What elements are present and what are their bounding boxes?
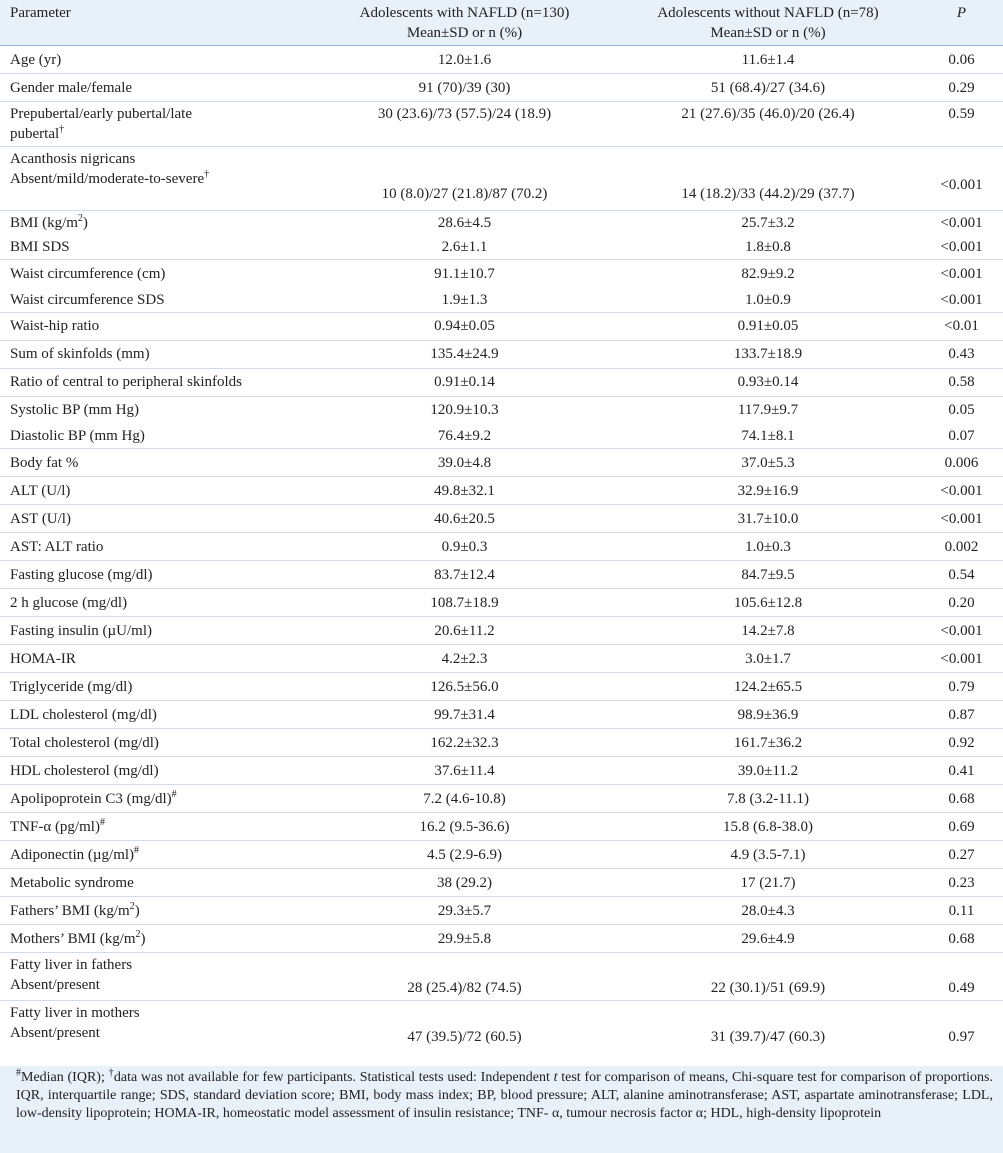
parameter-cell bbox=[0, 953, 311, 1001]
median-mark: # bbox=[134, 844, 140, 856]
parameter-label-line-1: Fatty liver in fathers bbox=[10, 957, 133, 973]
parameter-label: BMI SDS bbox=[10, 239, 70, 255]
value-with-nafld: 10 (8.0)/27 (21.8)/87 (70.2) bbox=[311, 147, 616, 211]
p-value: 0.79 bbox=[918, 673, 1003, 701]
value-with-nafld: 162.2±32.3 bbox=[311, 729, 616, 757]
value-with-nafld: 29.3±5.7 bbox=[311, 897, 616, 925]
parameter-label: Diastolic BP (mm Hg) bbox=[10, 428, 145, 444]
parameter-cell bbox=[0, 757, 311, 785]
table-row bbox=[0, 505, 1003, 533]
parameter-label-suffix: ) bbox=[140, 930, 146, 947]
footnote-t-italic: t bbox=[553, 1070, 558, 1085]
value-with-nafld: 135.4±24.9 bbox=[311, 340, 616, 368]
parameter-cell bbox=[0, 841, 311, 869]
median-mark: # bbox=[171, 788, 177, 800]
parameter-label-line-2: pubertal bbox=[10, 126, 60, 142]
p-value: 0.002 bbox=[918, 533, 1003, 561]
value-with-nafld: 91.1±10.7 bbox=[311, 260, 616, 288]
parameter-cell bbox=[0, 589, 311, 617]
value-without-nafld: 3.0±1.7 bbox=[616, 645, 918, 673]
table-row bbox=[0, 869, 1003, 897]
value-with-nafld: 4.5 (2.9-6.9) bbox=[311, 841, 616, 869]
value-with-nafld: 0.9±0.3 bbox=[311, 533, 616, 561]
footnote-text-2: data was not available for few participants. Statistical tests used: Independent bbox=[113, 1070, 554, 1085]
superscript: 2 bbox=[135, 928, 141, 940]
header-with-nafld-title: Adolescents with NAFLD (n=130) bbox=[359, 4, 570, 21]
parameter-label: Gender male/female bbox=[10, 79, 133, 96]
value-without-nafld: 51 (68.4)/27 (34.6) bbox=[616, 74, 918, 102]
parameter-cell bbox=[0, 785, 311, 813]
p-value: <0.001 bbox=[918, 147, 1003, 211]
table-row bbox=[0, 235, 1003, 260]
parameter-label-suffix: ) bbox=[134, 902, 140, 919]
parameter-cell bbox=[0, 102, 311, 147]
value-with-nafld: 2.6±1.1 bbox=[441, 239, 488, 255]
parameter-label: AST: ALT ratio bbox=[10, 538, 104, 555]
value-with-nafld: 7.2 (4.6-10.8) bbox=[311, 785, 616, 813]
value-without-nafld: 4.9 (3.5-7.1) bbox=[616, 841, 918, 869]
value-without-nafld: 29.6±4.9 bbox=[616, 925, 918, 953]
value-with-nafld: 12.0±1.6 bbox=[311, 46, 616, 74]
parameter-label: HDL cholesterol (mg/dl) bbox=[10, 762, 159, 779]
table-row bbox=[0, 841, 1003, 869]
value-with-nafld: 76.4±9.2 bbox=[437, 428, 492, 444]
p-value: 0.07 bbox=[948, 428, 975, 444]
value-without-nafld: 11.6±1.4 bbox=[616, 46, 918, 74]
parameter-label: Waist circumference (cm) bbox=[10, 265, 166, 282]
parameter-cell bbox=[0, 235, 311, 260]
value-without-nafld: 74.1±8.1 bbox=[741, 428, 795, 444]
table-row bbox=[0, 312, 1003, 340]
value-with-nafld: 120.9±10.3 bbox=[311, 396, 616, 424]
parameter-cell bbox=[0, 312, 311, 340]
superscript: 2 bbox=[129, 900, 135, 912]
median-mark: # bbox=[99, 816, 105, 828]
p-value: 0.68 bbox=[918, 925, 1003, 953]
table-row bbox=[0, 260, 1003, 288]
p-value: 0.87 bbox=[918, 701, 1003, 729]
parameter-cell bbox=[0, 1001, 311, 1049]
table-header bbox=[0, 0, 1003, 46]
table-row bbox=[0, 396, 1003, 424]
p-value: <0.001 bbox=[940, 291, 983, 308]
parameter-label: Ratio of central to peripheral skinfolds bbox=[10, 374, 243, 390]
table-row bbox=[0, 368, 1003, 396]
value-without-nafld: 84.7±9.5 bbox=[616, 561, 918, 589]
parameter-label: Mothers’ BMI (kg/m bbox=[10, 930, 136, 947]
table-row bbox=[0, 477, 1003, 505]
p-value: 0.58 bbox=[918, 368, 1003, 396]
parameter-cell bbox=[0, 288, 311, 313]
p-value: 0.59 bbox=[918, 102, 1003, 147]
parameter-cell bbox=[0, 701, 311, 729]
header-without-nafld bbox=[616, 0, 918, 46]
p-value: 0.05 bbox=[918, 396, 1003, 424]
parameter-cell bbox=[0, 673, 311, 701]
p-value: 0.41 bbox=[918, 757, 1003, 785]
table-row bbox=[0, 424, 1003, 449]
table-row bbox=[0, 561, 1003, 589]
header-without-nafld-title: Adolescents without NAFLD (n=78) bbox=[657, 4, 879, 21]
parameter-label-line-1: Acanthosis nigricans bbox=[10, 151, 136, 167]
parameter-cell bbox=[0, 211, 311, 236]
p-value: <0.001 bbox=[940, 239, 983, 255]
table-row bbox=[0, 813, 1003, 841]
value-with-nafld: 91 (70)/39 (30) bbox=[311, 74, 616, 102]
p-value: 0.43 bbox=[918, 340, 1003, 368]
table-row bbox=[0, 645, 1003, 673]
parameter-label: Fasting insulin (µU/ml) bbox=[10, 622, 152, 639]
value-with-nafld: 28.6±4.5 bbox=[311, 211, 616, 236]
value-without-nafld: 31.7±10.0 bbox=[616, 505, 918, 533]
footnote-dagger-mark: † bbox=[108, 1067, 114, 1079]
parameter-cell bbox=[0, 449, 311, 477]
value-with-nafld: 30 (23.6)/73 (57.5)/24 (18.9) bbox=[311, 102, 616, 147]
dagger-mark: † bbox=[204, 169, 210, 180]
parameter-label: Total cholesterol (mg/dl) bbox=[10, 734, 159, 751]
table-row bbox=[0, 757, 1003, 785]
value-with-nafld: 38 (29.2) bbox=[311, 869, 616, 897]
p-value: 0.23 bbox=[918, 869, 1003, 897]
table-row bbox=[0, 288, 1003, 313]
parameter-cell bbox=[0, 897, 311, 925]
parameter-cell bbox=[0, 813, 311, 841]
p-value: <0.001 bbox=[918, 477, 1003, 505]
parameter-label: ALT (U/l) bbox=[10, 482, 71, 499]
parameter-label: Body fat % bbox=[10, 454, 79, 471]
parameter-label-line-1: Prepubertal/early pubertal/late bbox=[10, 106, 192, 122]
parameter-label: Waist-hip ratio bbox=[10, 318, 100, 334]
p-value: 0.06 bbox=[918, 46, 1003, 74]
value-without-nafld: 28.0±4.3 bbox=[616, 897, 918, 925]
value-without-nafld: 133.7±18.9 bbox=[616, 340, 918, 368]
value-with-nafld: 126.5±56.0 bbox=[311, 673, 616, 701]
table-row bbox=[0, 785, 1003, 813]
value-with-nafld: 83.7±12.4 bbox=[311, 561, 616, 589]
table-row bbox=[0, 211, 1003, 236]
footnote-text-1: Median (IQR); bbox=[21, 1070, 109, 1085]
value-with-nafld: 0.91±0.14 bbox=[311, 368, 616, 396]
parameter-cell bbox=[0, 46, 311, 74]
value-with-nafld: 29.9±5.8 bbox=[311, 925, 616, 953]
table-row bbox=[0, 925, 1003, 953]
value-without-nafld: 32.9±16.9 bbox=[616, 477, 918, 505]
value-with-nafld: 0.94±0.05 bbox=[311, 312, 616, 340]
parameter-label: Sum of skinfolds (mm) bbox=[10, 346, 150, 362]
p-value: 0.006 bbox=[918, 449, 1003, 477]
parameter-label-line-2: Absent/present bbox=[10, 1025, 100, 1041]
parameter-label: Fathers’ BMI (kg/m bbox=[10, 902, 130, 919]
value-without-nafld: 1.0±0.9 bbox=[745, 291, 791, 308]
parameter-cell bbox=[0, 396, 311, 424]
table-footnote bbox=[0, 1066, 1003, 1153]
parameter-label: TNF-α (pg/ml) bbox=[10, 818, 100, 835]
value-with-nafld: 4.2±2.3 bbox=[311, 645, 616, 673]
table-row bbox=[0, 953, 1003, 1001]
parameter-label: Metabolic syndrome bbox=[10, 874, 134, 891]
value-with-nafld: 20.6±11.2 bbox=[311, 617, 616, 645]
p-value: 0.27 bbox=[918, 841, 1003, 869]
value-without-nafld: 14.2±7.8 bbox=[616, 617, 918, 645]
value-without-nafld: 22 (30.1)/51 (69.9) bbox=[616, 953, 918, 1001]
parameter-label: HOMA-IR bbox=[10, 650, 76, 667]
superscript: 2 bbox=[77, 213, 83, 224]
table-row bbox=[0, 897, 1003, 925]
header-with-nafld-subtitle: Mean±SD or n (%) bbox=[406, 24, 523, 41]
parameter-label: Adiponectin (µg/ml) bbox=[10, 846, 135, 863]
p-value: <0.01 bbox=[918, 312, 1003, 340]
table-row bbox=[0, 46, 1003, 74]
parameter-label: Fasting glucose (mg/dl) bbox=[10, 566, 153, 583]
p-value: 0.11 bbox=[918, 897, 1003, 925]
value-without-nafld: 124.2±65.5 bbox=[616, 673, 918, 701]
p-value: 0.20 bbox=[918, 589, 1003, 617]
parameter-label-line-1: Fatty liver in mothers bbox=[10, 1005, 140, 1021]
parameter-cell bbox=[0, 147, 311, 211]
value-with-nafld: 39.0±4.8 bbox=[311, 449, 616, 477]
table-row bbox=[0, 1001, 1003, 1049]
table-row bbox=[0, 617, 1003, 645]
value-with-nafld: 16.2 (9.5-36.6) bbox=[311, 813, 616, 841]
value-without-nafld: 37.0±5.3 bbox=[616, 449, 918, 477]
parameter-label: AST (U/l) bbox=[10, 510, 71, 527]
value-without-nafld: 98.9±36.9 bbox=[616, 701, 918, 729]
p-value: 0.69 bbox=[918, 813, 1003, 841]
parameter-label: Systolic BP (mm Hg) bbox=[10, 402, 140, 419]
value-without-nafld: 25.7±3.2 bbox=[616, 211, 918, 236]
parameter-label: Age (yr) bbox=[10, 51, 62, 68]
value-without-nafld: 0.93±0.14 bbox=[616, 368, 918, 396]
value-with-nafld: 47 (39.5)/72 (60.5) bbox=[311, 1001, 616, 1049]
parameter-label: Waist circumference SDS bbox=[10, 291, 165, 308]
parameter-cell bbox=[0, 74, 311, 102]
footnote-text-3: test for comparison of means, Chi-square test for comparison of proportions. IQR, interquartile range; SDS, standard deviation score; BMI, body mass index; BP, blood pressure; ALT, alanine aminotransferase; AST, aspartate aminotransferase; LDL, low-density lipoprotein; HOMA-IR, homeostatic model assessment of insulin resistance; TNF- α, tumour necrosis factor α; HDL, high-density lipoprotein bbox=[16, 1070, 993, 1121]
value-without-nafld: 0.91±0.05 bbox=[616, 312, 918, 340]
p-value: <0.001 bbox=[918, 645, 1003, 673]
p-value: 0.92 bbox=[918, 729, 1003, 757]
value-without-nafld: 31 (39.7)/47 (60.3) bbox=[616, 1001, 918, 1049]
parameter-cell bbox=[0, 645, 311, 673]
value-with-nafld: 40.6±20.5 bbox=[311, 505, 616, 533]
value-without-nafld: 1.0±0.3 bbox=[616, 533, 918, 561]
parameter-label-line-2: Absent/mild/moderate-to-severe bbox=[10, 171, 205, 187]
header-parameter: Parameter bbox=[0, 0, 311, 46]
parameter-cell bbox=[0, 617, 311, 645]
table-row bbox=[0, 340, 1003, 368]
table-row bbox=[0, 729, 1003, 757]
value-with-nafld: 49.8±32.1 bbox=[311, 477, 616, 505]
parameter-cell bbox=[0, 869, 311, 897]
table-row bbox=[0, 589, 1003, 617]
parameter-label: Apolipoprotein C3 (mg/dl) bbox=[10, 790, 172, 807]
parameter-label: LDL cholesterol (mg/dl) bbox=[10, 706, 157, 723]
value-without-nafld: 82.9±9.2 bbox=[616, 260, 918, 288]
value-without-nafld: 1.8±0.8 bbox=[745, 239, 791, 255]
header-p-value: P bbox=[918, 0, 1003, 46]
table-row bbox=[0, 147, 1003, 211]
p-value: <0.001 bbox=[918, 260, 1003, 288]
value-with-nafld: 99.7±31.4 bbox=[311, 701, 616, 729]
header-row bbox=[0, 0, 1003, 46]
parameter-label: Triglyceride (mg/dl) bbox=[10, 678, 133, 695]
value-without-nafld: 17 (21.7) bbox=[616, 869, 918, 897]
parameter-cell bbox=[0, 477, 311, 505]
p-value: 0.54 bbox=[918, 561, 1003, 589]
parameter-cell bbox=[0, 260, 311, 288]
parameter-label: BMI (kg/m bbox=[10, 215, 78, 231]
value-without-nafld: 7.8 (3.2-11.1) bbox=[616, 785, 918, 813]
footnote-hash-mark: # bbox=[16, 1067, 21, 1079]
parameter-cell bbox=[0, 925, 311, 953]
parameter-cell bbox=[0, 729, 311, 757]
value-with-nafld: 28 (25.4)/82 (74.5) bbox=[311, 953, 616, 1001]
parameter-cell bbox=[0, 340, 311, 368]
value-without-nafld: 105.6±12.8 bbox=[616, 589, 918, 617]
table-row bbox=[0, 701, 1003, 729]
table-row bbox=[0, 533, 1003, 561]
parameter-label-suffix: ) bbox=[82, 215, 88, 231]
parameter-label-line-2: Absent/present bbox=[10, 977, 100, 993]
value-with-nafld: 37.6±11.4 bbox=[311, 757, 616, 785]
header-without-nafld-subtitle: Mean±SD or n (%) bbox=[710, 24, 826, 41]
dagger-mark: † bbox=[59, 124, 65, 135]
p-value: 0.29 bbox=[918, 74, 1003, 102]
table-row bbox=[0, 102, 1003, 147]
value-without-nafld: 161.7±36.2 bbox=[616, 729, 918, 757]
table-body bbox=[0, 46, 1003, 1049]
parameter-cell bbox=[0, 368, 311, 396]
p-value: <0.001 bbox=[918, 211, 1003, 236]
value-without-nafld: 117.9±9.7 bbox=[616, 396, 918, 424]
parameter-cell bbox=[0, 424, 311, 449]
value-without-nafld: 21 (27.6)/35 (46.0)/20 (26.4) bbox=[616, 102, 918, 147]
header-with-nafld bbox=[311, 0, 616, 46]
table-row bbox=[0, 449, 1003, 477]
table-row bbox=[0, 74, 1003, 102]
value-with-nafld: 1.9±1.3 bbox=[441, 291, 488, 308]
table-row bbox=[0, 673, 1003, 701]
p-value: <0.001 bbox=[918, 505, 1003, 533]
value-without-nafld: 15.8 (6.8-38.0) bbox=[616, 813, 918, 841]
value-without-nafld: 39.0±11.2 bbox=[616, 757, 918, 785]
value-with-nafld: 108.7±18.9 bbox=[311, 589, 616, 617]
parameter-label: 2 h glucose (mg/dl) bbox=[10, 594, 128, 611]
value-without-nafld: 14 (18.2)/33 (44.2)/29 (37.7) bbox=[616, 147, 918, 211]
parameter-cell bbox=[0, 561, 311, 589]
parameter-cell bbox=[0, 505, 311, 533]
p-value: 0.49 bbox=[918, 953, 1003, 1001]
parameter-cell bbox=[0, 533, 311, 561]
p-value: <0.001 bbox=[918, 617, 1003, 645]
p-value: 0.97 bbox=[918, 1001, 1003, 1049]
p-value: 0.68 bbox=[918, 785, 1003, 813]
